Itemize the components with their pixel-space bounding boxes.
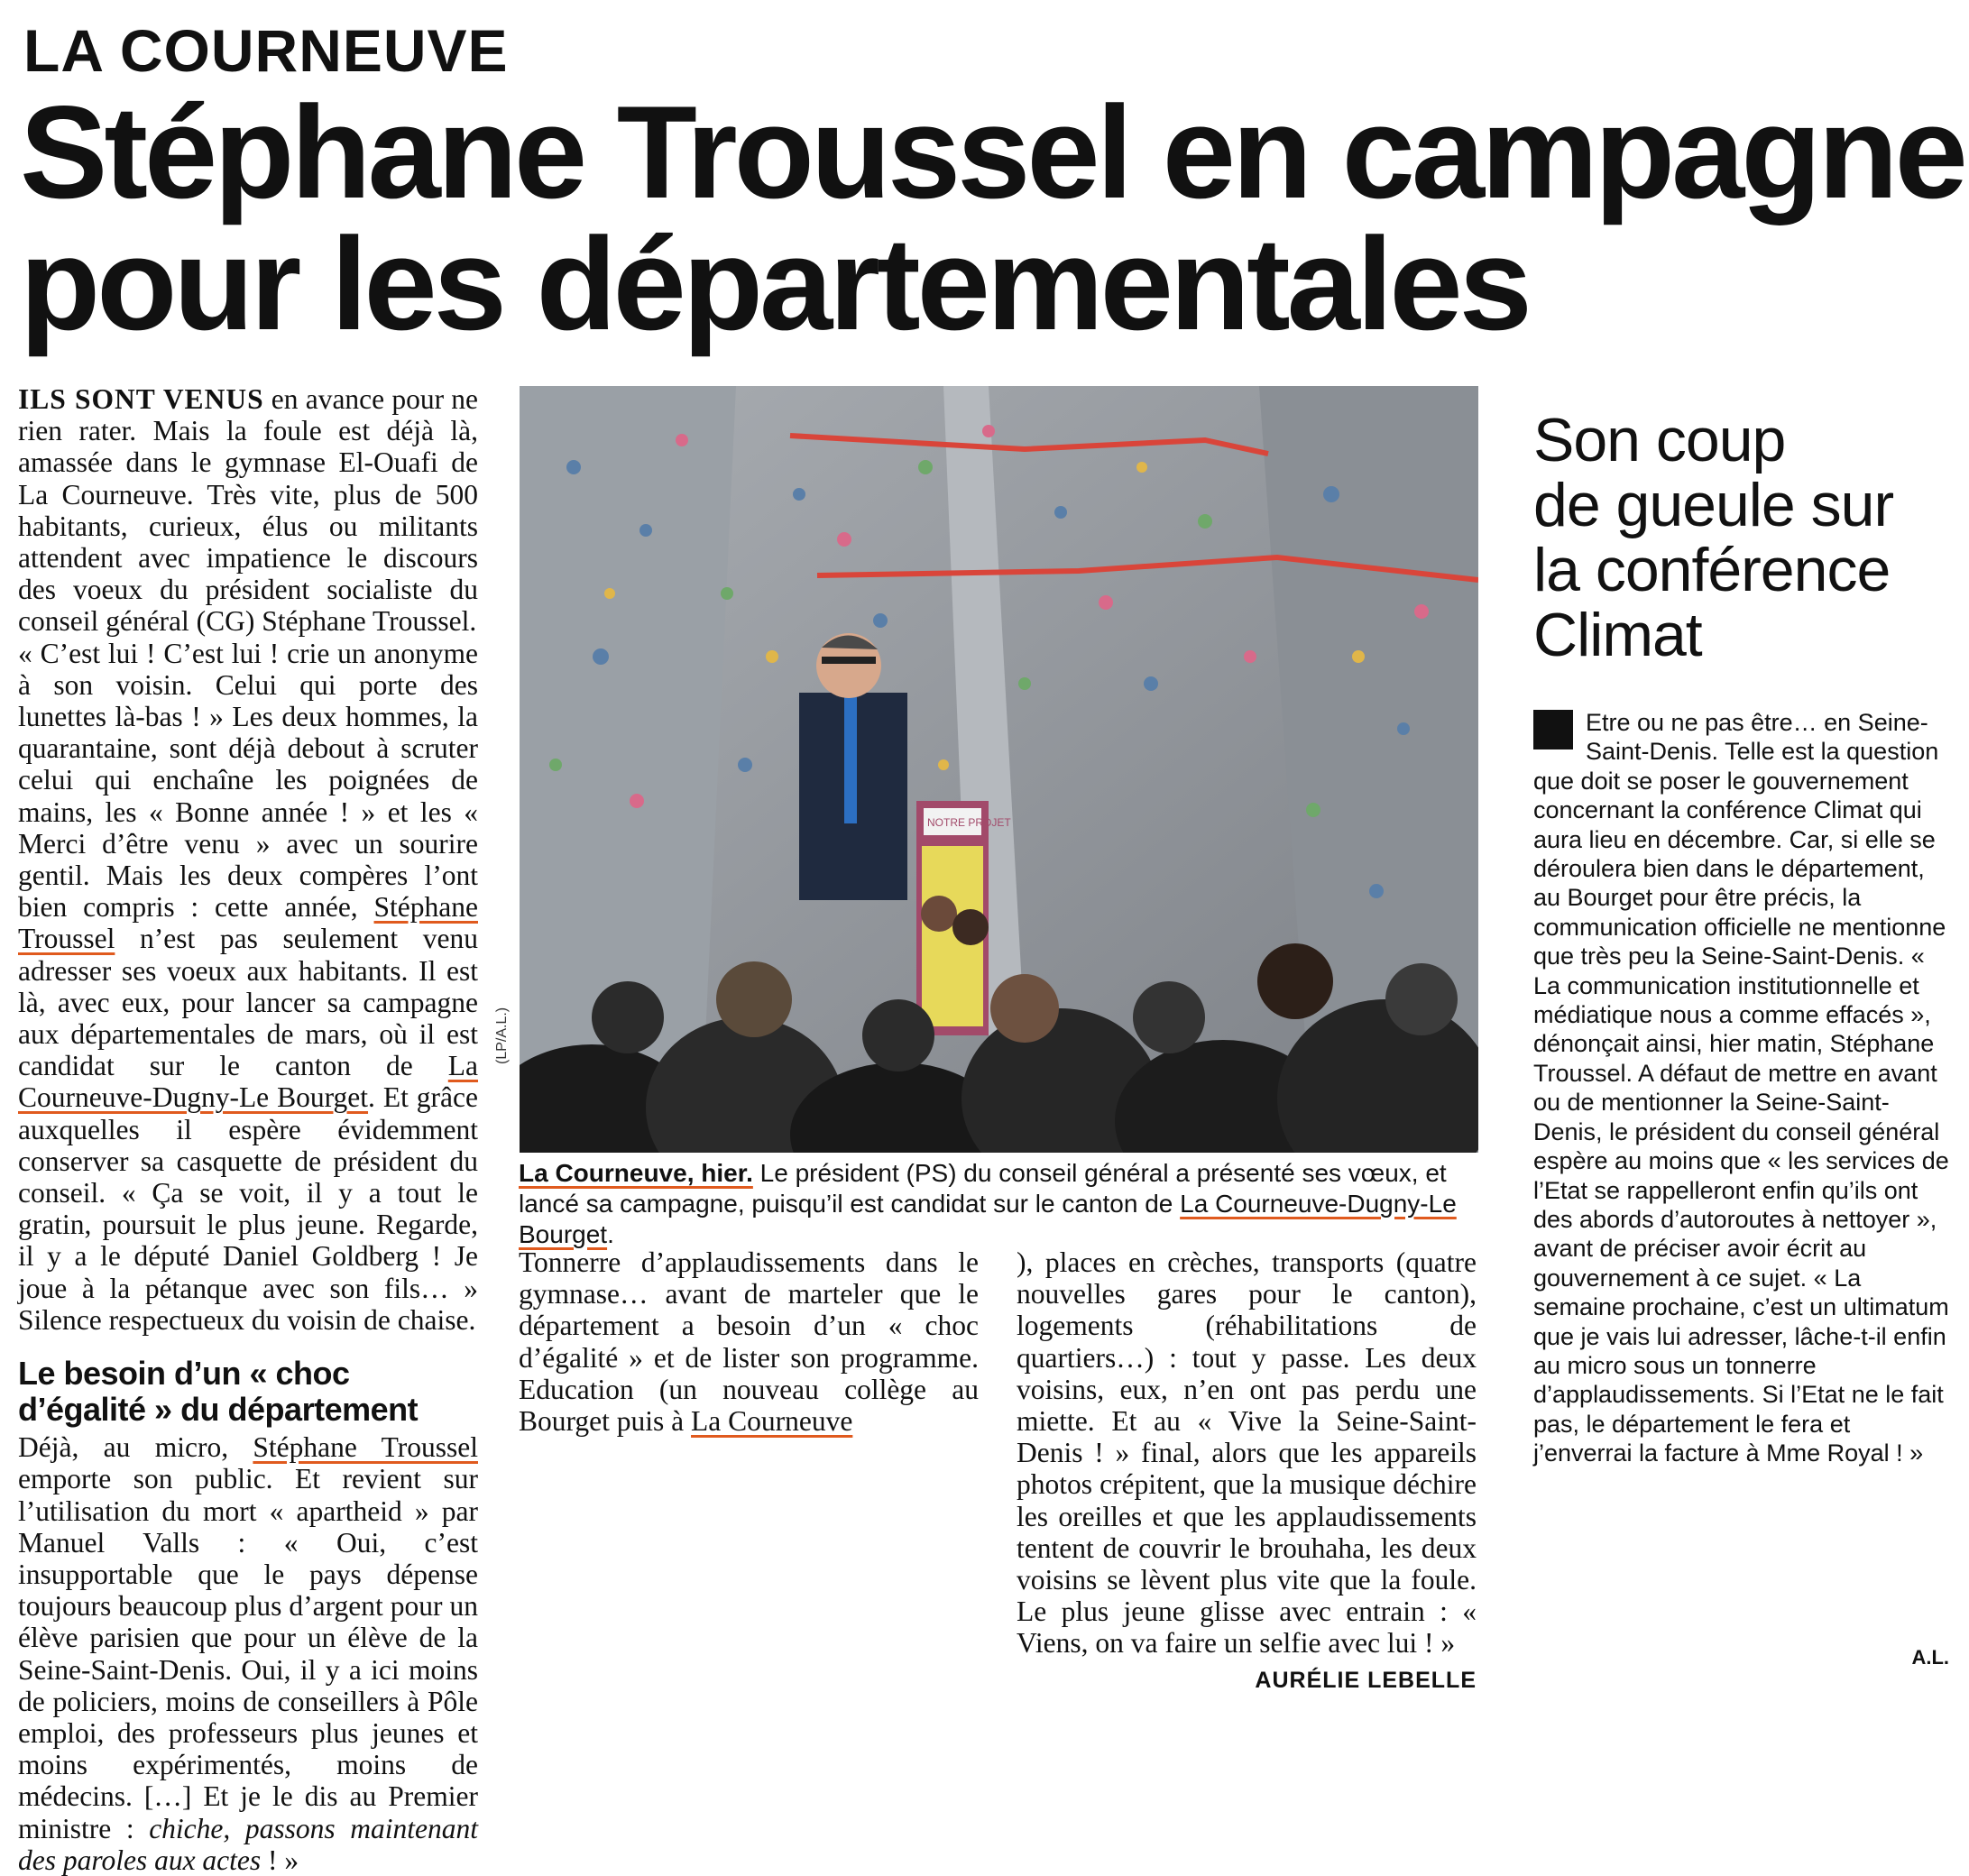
- lead-in: ILS SONT VENUS: [18, 383, 264, 415]
- photo-credit: (LP/A.L.): [494, 1007, 510, 1064]
- caption-canton: La Courneuve-Dugny-Le Bourget: [519, 1190, 1457, 1248]
- section-kicker: LA COURNEUVE: [23, 17, 509, 84]
- paragraph-4-text: Tonnerre d’applaudissements dans le gymnase… avant de marteler que le département a besoin d’un « choc d’égalité » et de lister son programme. Education (un nouveau collège au Bourget puis à: [519, 1246, 979, 1438]
- paragraph-2: [18, 638, 478, 1336]
- headline-line-2: pour les départementales: [20, 210, 1529, 357]
- sidebar-title-line: de gueule sur: [1533, 471, 1894, 539]
- photo-illustration: [520, 386, 1478, 1153]
- photo-caption: [519, 1158, 1479, 1250]
- square-bullet-icon: [1533, 710, 1573, 749]
- sidebar-title-line: Climat: [1533, 601, 1702, 669]
- person-name-link-2: Stéphane Troussel: [253, 1431, 478, 1464]
- paragraph-3a-text: Déjà, au micro,: [18, 1431, 229, 1464]
- paragraph-2c-text: . Et grâce auxquelles il espère évidemment conserver sa casquette de président du conseil. « Ça se voit, il y a tout le gratin, poursuit le plus jeune. Regarde, il y a le député Daniel Goldberg ! Je joue à la pétanque avec son fils… » Silence respectueux du voisin de chaise.: [18, 1081, 478, 1336]
- place-name-link: La Courneuve: [691, 1405, 853, 1438]
- caption-place: La Courneuve, hier.: [519, 1159, 753, 1187]
- headline: [20, 78, 1964, 357]
- paragraph-5-text: ), places en crèches, transports (quatre nouvelles gares pour le canton), logements (réhabilitations de quartiers…) : tout y passe. Les deux voisins, eux, n’en ont pas perdu une miette. Et au « Vive la Seine-Saint-Denis ! » final, alors que les appareils photos crépitent, que la musique déchire les oreilles et que les applaudissements tentent de couvrir le brouhaha, les deux voisins se lèvent plus vite que la foule. Le plus jeune glisse avec entrain : « Viens, on va faire un selfie avec lui ! »: [1017, 1246, 1477, 1660]
- caption-text: Le président (PS) du conseil général a présenté ses vœux, et lancé sa campagne, puisqu’il est candidat sur le canton de: [519, 1159, 1447, 1218]
- paragraph-intro: [18, 383, 478, 638]
- podium-text: NOTRE PROJET: [927, 816, 1011, 829]
- paragraph-5: [1017, 1246, 1477, 1693]
- article-column-3: [1017, 1246, 1477, 1697]
- paragraph-4: [519, 1246, 979, 1437]
- caption-end: .: [607, 1220, 614, 1248]
- sidebar-signature: A.L.: [1911, 1646, 1949, 1669]
- canton-name-link: La Courneuve-Dugny-Le Bourget: [18, 1050, 479, 1114]
- article-column-2: [519, 1246, 979, 1437]
- sidebar-body-text: Etre ou ne pas être… en Seine-Saint-Denis. Telle est la question que doit se poser le gouvernement concernant la conférence Climat qui aura lieu en décembre. Car, si elle se déroulera bien dans le département, au Bourget pour être précis, la communication officielle ne mentionne que très peu la Seine-Saint-Denis. « La communication institutionnelle et médiatique nous a comme effacés », dénonçait ainsi, hier matin, Stéphane Troussel. A défaut de mettre en avant ou de mentionner la Seine-Saint-Denis, le président du conseil général espère au moins que « les services de l’Etat se rappelleront enfin qu’ils ont des abords d’autoroutes à nettoyer », avant de préciser avoir écrit au gouvernement à ce sujet. « La semaine prochaine, c’est un ultimatum que je vais lui adresser, lâche-t-il enfin au micro sous un tonnerre d’applaudissements. Si l’Etat ne le fait pas, le département le fera et j’enverrai la facture à Mme Royal ! »: [1533, 709, 1949, 1467]
- article-column-1: [18, 383, 478, 1876]
- paragraph-3b-text: emporte son public. Et revient sur l’utilisation du mort « apartheid » par Manuel Valls : « Oui, c’est insupportable que le pays dépense toujours beaucoup plus d’argent pour un élève parisien que pour un élève de la Seine-Saint-Denis. Oui, il y a ici moins de policiers, moins de conseillers à Pôle emploi, des professeurs plus jeunes et moins expérimentés, moins de médecins. […] Et je le dis au Premier ministre :: [18, 1463, 478, 1844]
- paragraph-1-text: en avance pour ne rien rater. Mais la foule est déjà là, amassée dans le gymnase El-Ouafi de La Courneuve. Très vite, plus de 500 habitants, curieux, élus ou militants attendent avec impatience le discours des voeux du président socialiste du conseil général (CG) Stéphane Troussel.: [18, 383, 479, 638]
- headline-line-1: Stéphane Troussel en campagne: [20, 78, 1964, 225]
- article-photo: [520, 386, 1478, 1153]
- sidebar-title-line: Son coup: [1533, 406, 1786, 474]
- sidebar-body: [1533, 708, 1953, 1468]
- quote-italic: chiche, passons maintenant des paroles aux actes: [18, 1812, 478, 1876]
- sidebar-title-line: la conférence: [1533, 536, 1891, 604]
- sidebar-title: [1533, 408, 1957, 667]
- paragraph-3c-text: ! »: [268, 1844, 299, 1876]
- subheading: Le besoin d’un « choc d’égalité » du département: [18, 1355, 419, 1429]
- paragraph-3: [18, 1431, 478, 1876]
- person-name-link: Stéphane Troussel: [18, 891, 478, 955]
- paragraph-2b-text: n’est pas seulement venu adresser ses voeux aux habitants. Il est là, avec eux, pour lancer sa campagne aux départementales de mars, où il est candidat sur le canton de: [18, 923, 478, 1082]
- byline: AURÉLIE LEBELLE: [1255, 1667, 1477, 1693]
- paragraph-2-text: « C’est lui ! C’est lui ! crie un anonyme à son voisin. Celui qui porte des lunettes là-bas ! » Les deux hommes, la quarantaine, sont déjà debout à scruter celui qui enchaîne les poignées de mains, les « Bonne année ! » et les « Merci d’être venu » avec un sourire gentil. Mais les deux compères l’ont bien compris : cette année,: [18, 637, 478, 924]
